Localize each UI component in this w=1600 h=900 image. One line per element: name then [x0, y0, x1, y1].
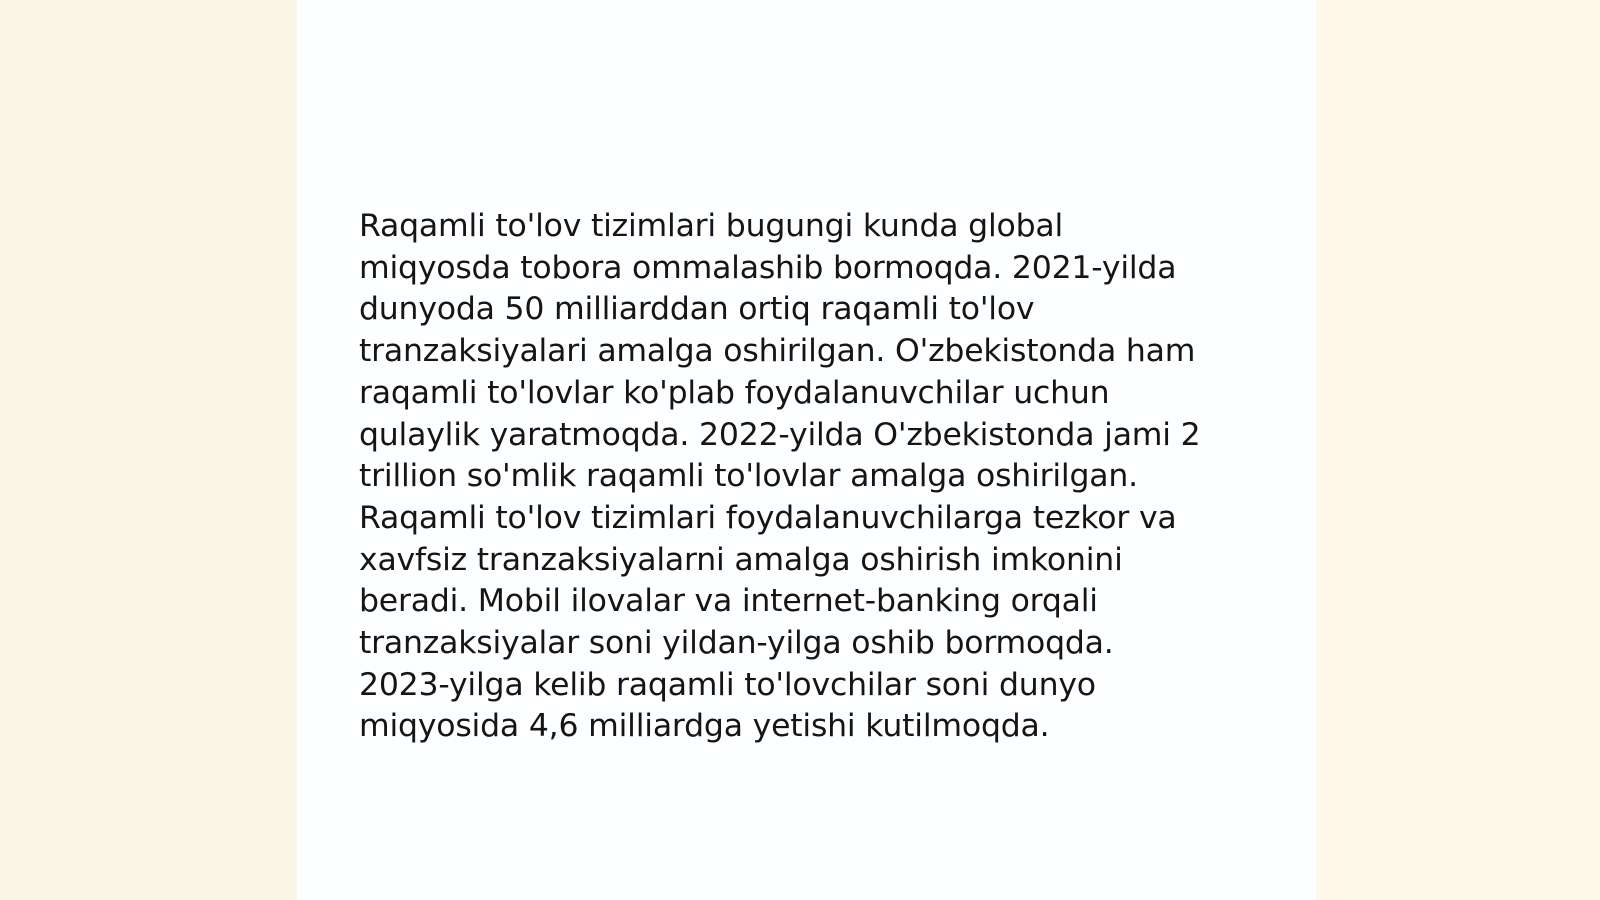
text-line-12: 2023-yilga kelib raqamli to'lovchilar soni dunyo [359, 666, 1096, 703]
slide-page [297, 0, 1316, 900]
text-line-11: tranzaksiyalar soni yildan-yilga oshib bormoqda. [359, 625, 1114, 662]
text-line-9: xavfsiz tranzaksiyalarni amalga oshirish imkonini [359, 541, 1123, 578]
text-line-3: dunyoda 50 milliarddan ortiq raqamli to'lov [359, 291, 1035, 328]
left-margin-background [0, 0, 297, 900]
text-line-5: raqamli to'lovlar ko'plab foydalanuvchilar uchun [359, 374, 1110, 411]
text-line-4: tranzaksiyalari amalga oshirilgan. O'zbekistonda ham [359, 333, 1196, 370]
right-margin-background [1316, 0, 1600, 900]
text-line-6: qulaylik yaratmoqda. 2022-yilda O'zbekistonda jami 2 [359, 416, 1201, 453]
text-line-1: Raqamli to'lov tizimlari bugungi kunda global [359, 208, 1064, 244]
text-line-13: miqyosida 4,6 milliardga yetishi kutilmoqda. [359, 708, 1050, 745]
text-line-2: miqyosda tobora ommalashib bormoqda. 2021-yilda [359, 249, 1177, 286]
text-line-10: beradi. Mobil ilovalar va internet-banking orqali [359, 583, 1098, 620]
text-line-8: Raqamli to'lov tizimlari foydalanuvchilarga tezkor va [359, 499, 1177, 536]
body-paragraph [359, 206, 1239, 748]
text-line-7: trillion so'mlik raqamli to'lovlar amalga oshirilgan. [359, 458, 1138, 495]
